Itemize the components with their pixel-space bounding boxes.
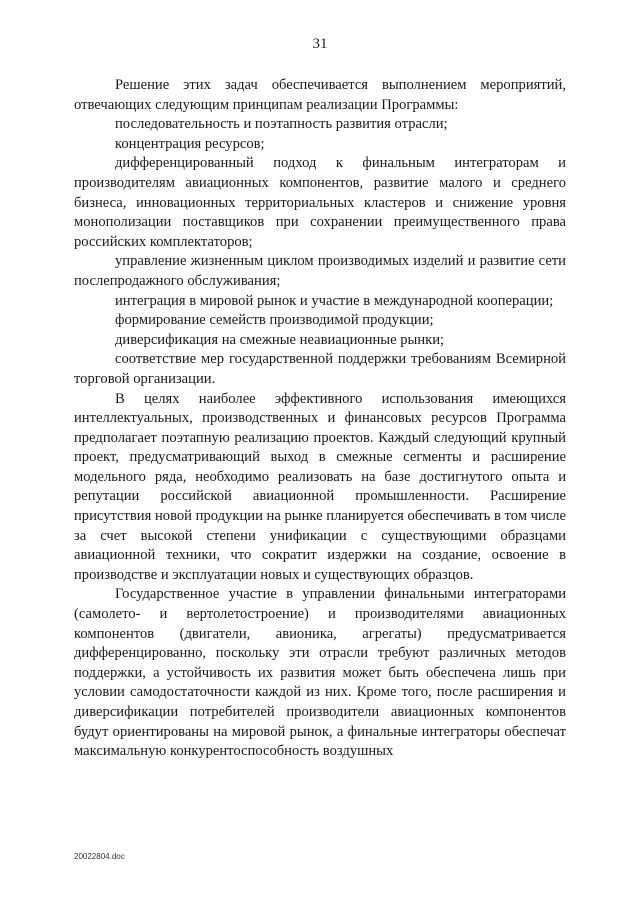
paragraph-state-participation: Государственное участие в управлении финальными интеграторами (самолето- и вертолетостроение) и производителями авиационных компонентов (двигатели, авионика, агрегаты) предусматривается дифференцированно, поскольку эти отрасли требуют различных методов поддержки, а устойчивость их развития может быть обеспечена лишь при условии самодостаточности каждой из них. Кроме того, после расширения и диверсификации потребителей производители авиационных компонентов будут ориентированы на мировой рынок, а финальные интеграторы обеспечат максимальную конкурентоспособность воздушных — [74, 586, 566, 760]
list-item-sequence: последовательность и поэтапность развития отрасли; — [115, 116, 448, 133]
document-body — [74, 76, 566, 762]
list-item-lifecycle-management: управление жизненным циклом производимых изделий и развитие сети послепродажного обслуживания; — [74, 253, 566, 289]
list-item-concentration: концентрация ресурсов; — [115, 135, 265, 152]
list-item-wto-compliance: соответствие мер государственной поддержки требованиям Всемирной торговой организации. — [74, 351, 566, 387]
paragraph-intro: Решение этих задач обеспечивается выполнением мероприятий, отвечающих следующим принципам реализации Программы: — [74, 77, 566, 113]
list-item-product-families: формирование семейств производимой продукции; — [115, 312, 434, 329]
footer-filename: 20022804.doc — [74, 852, 125, 861]
list-item-differentiated-approach: дифференцированный подход к финальным интеграторам и производителям авиационных компонентов, развитие малого и среднего бизнеса, инновационных территориальных кластеров и снижение уровня монополизации поставщиков при сохранении преимущественного права российских комплектаторов; — [74, 155, 566, 250]
page-number: 31 — [312, 36, 328, 52]
list-item-world-market-integration: интеграция в мировой рынок и участие в международной кооперации; — [115, 292, 554, 309]
paragraph-phased-implementation: В целях наиболее эффективного использования имеющихся интеллектуальных, производственных и финансовых ресурсов Программа предполагает поэтапную реализацию проектов. Каждый следующий крупный проект, предусматривающий выход в смежные сегменты и расширение модельного ряда, необходимо реализовать на базе достигнутого опыта и репутации российской авиационной промышленности. Расширение присутствия новой продукции на рынке планируется обеспечивать в том числе за счет высокой степени унификации с существующими образцами авиационной техники, что сократит издержки на создание, освоение в производстве и эксплуатации новых и существующих образцов. — [74, 390, 566, 583]
list-item-diversification: диверсификация на смежные неавиационные рынки; — [115, 331, 445, 348]
